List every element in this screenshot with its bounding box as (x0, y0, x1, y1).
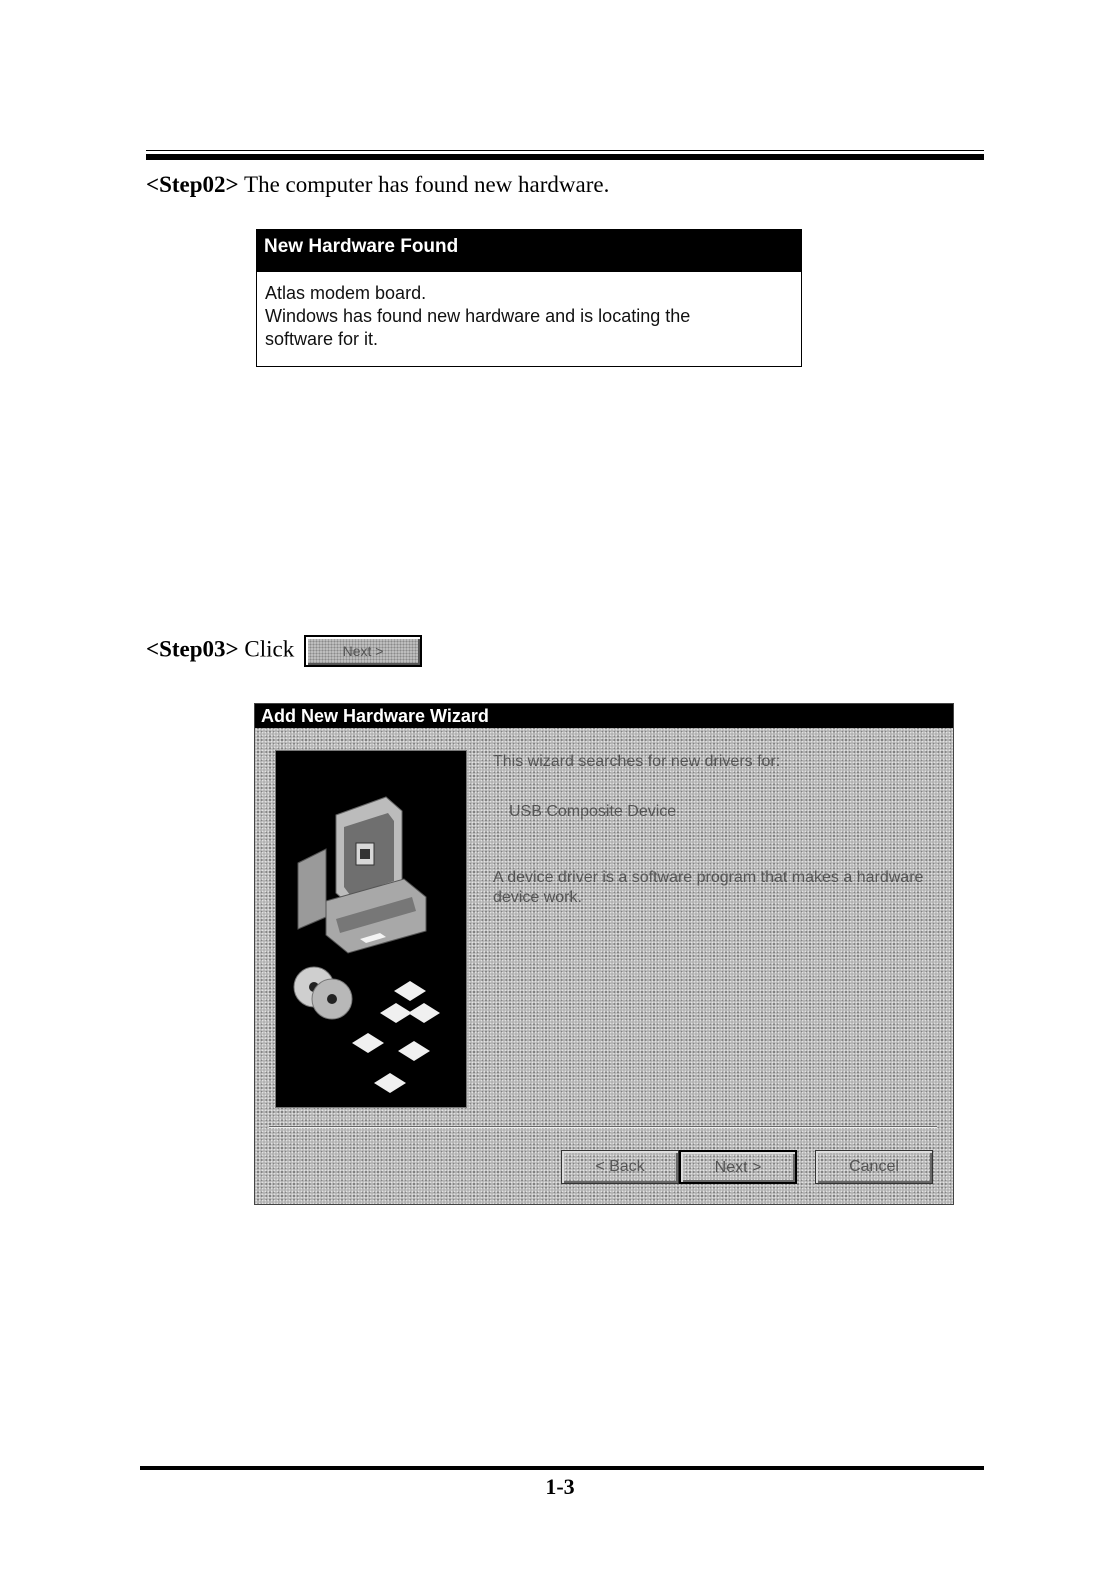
popup-title: New Hardware Found (257, 230, 801, 272)
page-number: 1-3 (545, 1474, 575, 1499)
step03-label: <Step03> (146, 636, 239, 662)
popup-line-device: Atlas modem board. (265, 283, 427, 303)
step03-line (146, 635, 422, 667)
inline-next-button-image: Next > (304, 635, 422, 667)
wizard-separator (269, 1126, 937, 1128)
header-rule-thick (146, 154, 984, 160)
step03-text: Click (244, 636, 295, 662)
add-new-hardware-wizard (254, 703, 954, 1205)
step02-line (146, 172, 609, 198)
cancel-button[interactable]: Cancel (815, 1150, 933, 1184)
wizard-text (493, 752, 933, 938)
step02-label: <Step02> (146, 172, 239, 197)
new-hardware-found-popup (256, 229, 802, 367)
wizard-title: Add New Hardware Wizard (255, 704, 953, 728)
wizard-device-name: USB Composite Device (509, 803, 677, 820)
footer-rule (140, 1466, 984, 1470)
popup-line-message: Windows has found new hardware and is locating the (265, 306, 691, 326)
popup-line-message-cont: software for it. (265, 329, 379, 349)
wizard-illustration (275, 750, 467, 1108)
wizard-description: A device driver is a software program that makes a hardware device work. (493, 869, 924, 906)
header-rule-thin (146, 150, 984, 151)
back-button[interactable]: < Back (561, 1150, 679, 1184)
computer-illustration-icon (276, 751, 466, 1107)
wizard-intro: This wizard searches for new drivers for: (493, 753, 781, 770)
next-button[interactable]: Next > (679, 1150, 797, 1184)
popup-body (257, 272, 801, 361)
step02-text: The computer has found new hardware. (244, 172, 610, 197)
